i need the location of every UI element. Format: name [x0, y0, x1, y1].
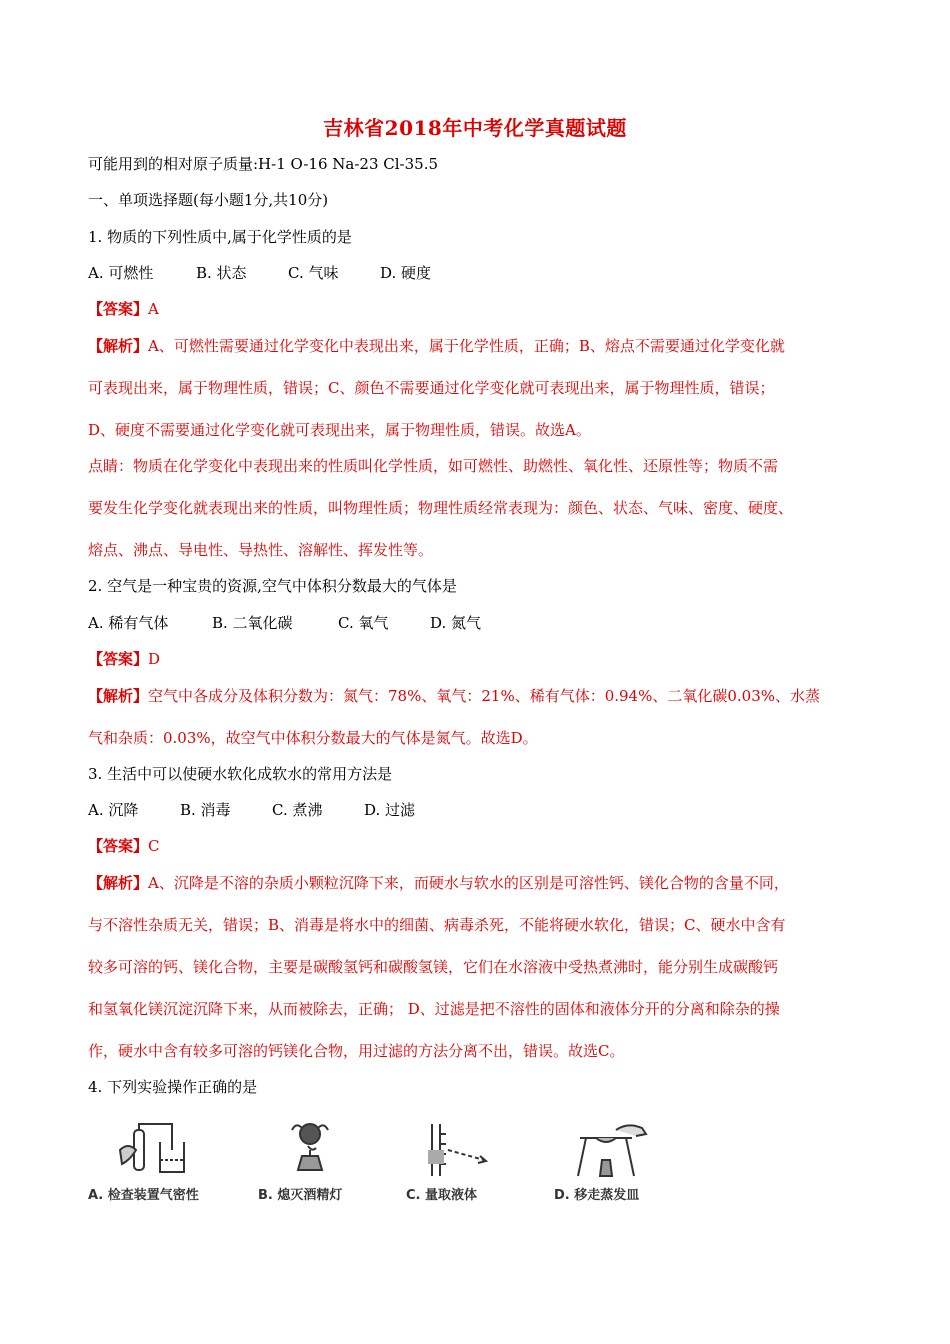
- evaporating-dish-stand-icon: [566, 1120, 656, 1182]
- analysis-3-line-2: 与不溶性杂质无关，错误；B、消毒是将水中的细菌、病毒杀死，不能将硬水软化，错误；C、硬水中含有: [88, 916, 786, 934]
- option-c: C. 氧气: [338, 614, 389, 632]
- option-c: C. 煮沸: [272, 801, 323, 819]
- question-3-options: [88, 800, 878, 820]
- atomic-masses: 可能用到的相对原子质量:H-1 O-16 Na-23 Cl-35.5: [88, 155, 439, 173]
- analysis-1-line-1: [88, 336, 878, 356]
- section-heading: 一、单项选择题(每小题1分,共10分): [88, 191, 329, 209]
- tip-1-line-3: 熔点、沸点、导电性、导热性、溶解性、挥发性等。: [88, 541, 434, 559]
- figure-caption-d: D. 移走蒸发皿: [554, 1188, 640, 1203]
- question-3-stem: 3. 生活中可以使硬水软化成软水的常用方法是: [88, 765, 393, 783]
- option-a: A. 可燃性: [88, 264, 154, 282]
- analysis-2-line-2: 气和杂质：0.03%，故空气中体积分数最大的气体是氮气。故选D。: [88, 729, 538, 747]
- option-d: D. 硬度: [380, 264, 432, 282]
- gas-tightness-apparatus-icon: [106, 1120, 196, 1182]
- option-c: C. 气味: [288, 264, 339, 282]
- analysis-label: 【解析】: [88, 874, 149, 892]
- analysis-1-line-2: 可表现出来，属于物理性质，错误；C、颜色不需要通过化学变化就可表现出来，属于物理性质，错误；: [88, 379, 775, 397]
- answer-value: A: [148, 300, 159, 318]
- answer-label: 【答案】: [88, 300, 149, 318]
- experiment-figures: [88, 1120, 688, 1210]
- figure-caption-a: A. 检查装置气密性: [88, 1188, 199, 1203]
- analysis-label: 【解析】: [88, 687, 149, 705]
- analysis-3-line-5: 作，硬水中含有较多可溶的钙镁化合物，用过滤的方法分离不出，错误。故选C。: [88, 1042, 625, 1060]
- analysis-3-line-3: 较多可溶的钙、镁化合物，主要是碳酸氢钙和碳酸氢镁，它们在水溶液中受热煮沸时，能分别生成碳酸钙: [88, 958, 779, 976]
- option-a: A. 稀有气体: [88, 614, 169, 632]
- analysis-text: 空气中各成分及体积分数为：氮气：78%、氧气：21%、稀有气体：0.94%、二氧化碳0.03%、水蒸: [148, 687, 821, 705]
- answer-value: C: [148, 837, 160, 855]
- answer-2: [88, 649, 878, 669]
- question-1-options: [88, 263, 878, 283]
- tip-1-line-2: 要发生化学变化就表现出来的性质，叫物理性质；物理性质经常表现为：颜色、状态、气味、密度、硬度、: [88, 499, 794, 517]
- analysis-1-line-3: D、硬度不需要通过化学变化就可表现出来，属于物理性质，错误。故选A。: [88, 421, 591, 439]
- analysis-text: A、可燃性需要通过化学变化中表现出来，属于化学性质，正确；B、熔点不需要通过化学变化就: [148, 337, 785, 355]
- alcohol-lamp-icon: [280, 1120, 360, 1182]
- figure-caption-c: C. 量取液体: [406, 1188, 478, 1203]
- analysis-3-line-1: [88, 873, 878, 893]
- option-b: B. 消毒: [180, 801, 231, 819]
- analysis-2-line-1: [88, 686, 878, 706]
- question-2-stem: 2. 空气是一种宝贵的资源,空气中体积分数最大的气体是: [88, 577, 457, 595]
- answer-label: 【答案】: [88, 650, 149, 668]
- analysis-text: A、沉降是不溶的杂质小颗粒沉降下来，而硬水与软水的区别是可溶性钙、镁化合物的含量不同，: [148, 874, 789, 892]
- graduated-cylinder-icon: [418, 1120, 498, 1182]
- answer-value: D: [148, 650, 161, 668]
- option-b: B. 二氧化碳: [212, 614, 293, 632]
- answer-1: [88, 299, 878, 319]
- option-d: D. 氮气: [430, 614, 482, 632]
- answer-3: [88, 836, 878, 856]
- page-title: 吉林省2018年中考化学真题试题: [323, 116, 627, 140]
- option-a: A. 沉降: [88, 801, 139, 819]
- question-1-stem: 1. 物质的下列性质中,属于化学性质的是: [88, 228, 352, 246]
- figure-caption-b: B. 熄灭酒精灯: [258, 1188, 343, 1203]
- question-4-stem: 4. 下列实验操作正确的是: [88, 1078, 258, 1096]
- tip-1-line-1: 点睛：物质在化学变化中表现出来的性质叫化学性质，如可燃性、助燃性、氧化性、还原性等；物质不需: [88, 457, 779, 475]
- analysis-3-line-4: 和氢氧化镁沉淀沉降下来，从而被除去，正确； D、过滤是把不溶性的固体和液体分开的分离和除杂的操: [88, 1000, 780, 1018]
- analysis-label: 【解析】: [88, 337, 149, 355]
- option-b: B. 状态: [196, 264, 247, 282]
- answer-label: 【答案】: [88, 837, 149, 855]
- question-2-options: [88, 613, 878, 633]
- option-d: D. 过滤: [364, 801, 416, 819]
